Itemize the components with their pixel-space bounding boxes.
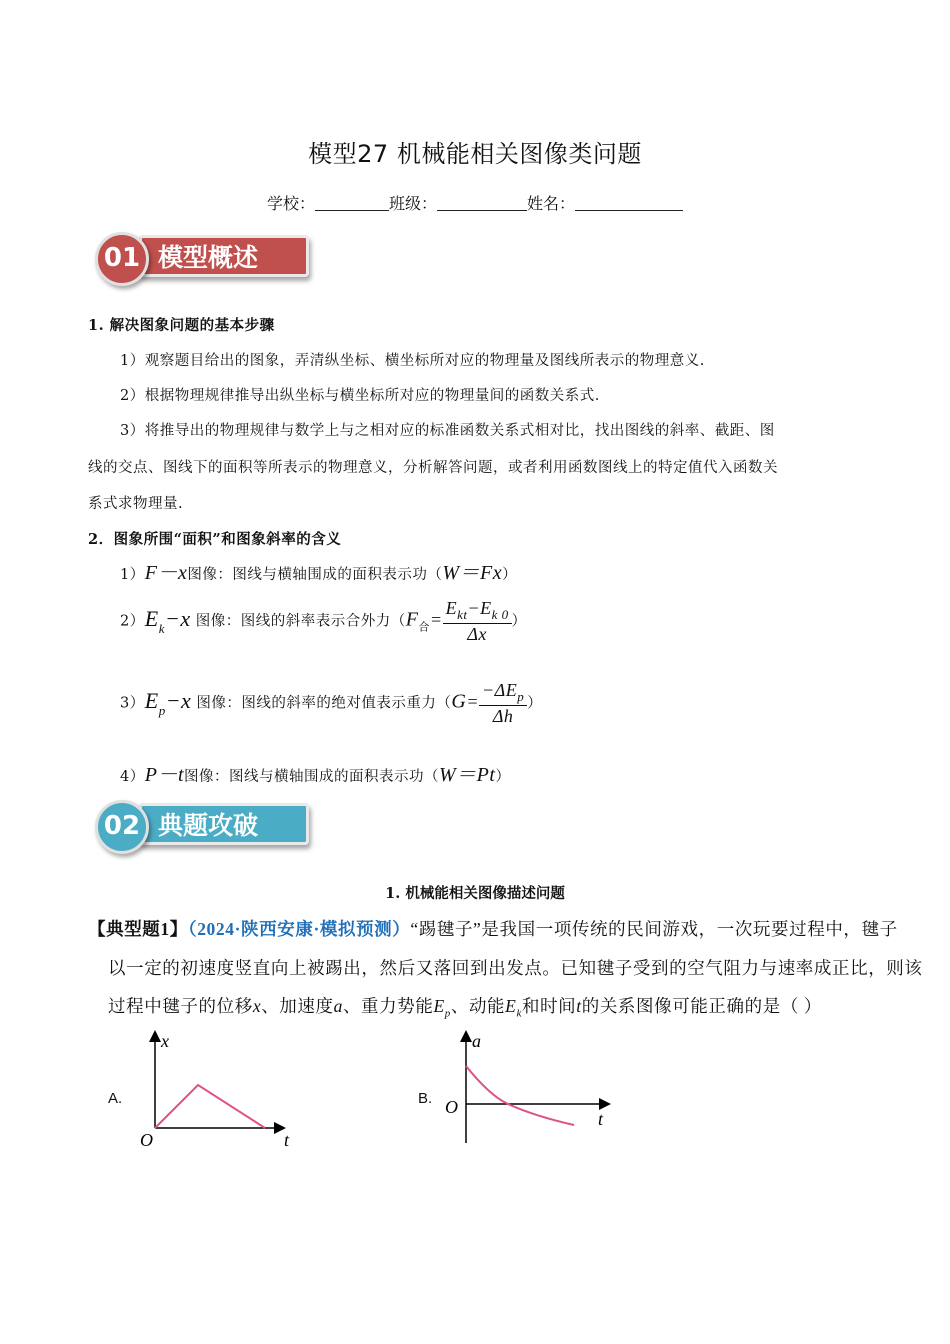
item-3-fraction — [479, 680, 527, 727]
option-b-label[interactable]: B. — [418, 1090, 433, 1107]
item-2-denominator: Δx — [467, 624, 487, 644]
option-b-y-label: a — [472, 1031, 481, 1051]
var-x: x — [252, 996, 262, 1016]
item-2-close: ） — [511, 613, 527, 630]
option-b-x-label: t — [598, 1109, 604, 1129]
school-blank[interactable] — [315, 194, 389, 211]
badge-01-circle — [95, 232, 149, 286]
class-label: 班级： — [388, 194, 437, 213]
question-text-1: “踢毽子”是我国一项传统的民间游戏，一次玩要过程中，毽子 — [410, 919, 898, 939]
student-info-line — [0, 191, 950, 214]
item-3-denominator: Δh — [492, 706, 514, 726]
q-text-a: 过程中毽子的位移 — [108, 996, 253, 1016]
item-2 — [120, 598, 527, 645]
item-2-fraction — [443, 598, 512, 645]
item-3-expr: $E_p-x$ — [144, 687, 192, 718]
question-line-1 — [88, 916, 898, 941]
class-blank[interactable] — [437, 194, 527, 211]
option-b-curve — [466, 1066, 574, 1125]
option-a-y-label: x — [161, 1031, 169, 1051]
item-3-close: ） — [527, 695, 543, 712]
q-text-f: 的关系图像可能正确的是（ ） — [581, 996, 823, 1016]
item-3 — [120, 680, 542, 727]
item-1-desc: 图像：图线与横轴围成的面积表示功（ — [187, 567, 443, 583]
item-3-number: 3） — [120, 695, 145, 712]
question-line-3 — [108, 993, 822, 1020]
item-4-expr: P－t — [144, 764, 185, 786]
option-a-graph[interactable] — [130, 1028, 310, 1153]
item-4-formula: W＝Pt — [439, 764, 496, 786]
item-2-lhs-sub: 合 — [418, 620, 430, 634]
name-label: 姓名： — [527, 194, 576, 213]
item-3-numerator: $-\Delta E_p$ — [479, 680, 527, 706]
option-b-origin: O — [445, 1097, 458, 1117]
option-a-label[interactable]: A. — [108, 1090, 123, 1107]
badge-02-circle — [95, 800, 149, 854]
q-text-b: 、加速度 — [261, 996, 334, 1016]
page-title: 模型27 机械能相关图像类问题 — [308, 140, 642, 168]
item-2-expr: $E_k-x$ — [144, 605, 191, 636]
badge-02-bar — [139, 803, 309, 845]
section1-heading: 1. 解决图象问题的基本步骤 — [88, 317, 275, 334]
var-a: a — [333, 996, 343, 1016]
step-3-line-3: 系式求物理量. — [88, 496, 184, 512]
option-a-curve — [155, 1085, 265, 1128]
var-t: t — [576, 996, 582, 1016]
section2-heading: 2．图象所围“面积”和图象斜率的含义 — [88, 531, 342, 548]
item-4-desc: 图像：图线与横轴围成的面积表示功（ — [184, 769, 440, 785]
section-badge-02 — [95, 800, 315, 852]
item-2-number: 2） — [120, 613, 145, 630]
item-2-lhs: F — [405, 608, 419, 631]
subsection-title: 1. 机械能相关图像描述问题 — [385, 885, 565, 902]
item-2-equals: = — [429, 609, 443, 630]
q-text-c: 、重力势能 — [342, 996, 434, 1016]
var-ek: $E_k$ — [505, 996, 522, 1020]
var-ep: $E_p$ — [433, 996, 451, 1020]
item-4 — [120, 758, 510, 787]
item-4-close: ） — [495, 769, 511, 785]
option-a-origin: O — [140, 1130, 153, 1150]
item-3-lhs: G — [451, 690, 467, 713]
item-2-numerator: $E_{kt}-E_{k 0}$ — [443, 598, 512, 624]
item-1-close: ） — [502, 567, 518, 583]
step-3-line-2: 线的交点、图线下的面积等所表示的物理意义，分析解答问题，或者利用函数图线上的特定值代入函数关 — [88, 460, 778, 476]
item-2-desc: 图像：图线的斜率表示合外力（ — [195, 613, 406, 630]
school-label: 学校： — [266, 194, 315, 213]
q-text-e: 和时间 — [521, 996, 577, 1016]
badge-01-number: 01 — [103, 243, 141, 273]
question-line-2: 以一定的初速度竖直向上被踢出，然后又落回到出发点。已知毽子受到的空气阻力与速率成正比，则该 — [108, 958, 923, 978]
item-1-expr: F－x — [144, 562, 188, 584]
item-1-number: 1） — [120, 567, 145, 583]
step-3-line-1: 3）将推导出的物理规律与数学上与之相对应的标准函数关系式相对比，找出图线的斜率、截距、图 — [120, 423, 775, 439]
question-source: （2024·陕西安康·模拟预测） — [187, 919, 411, 939]
item-1-formula: W＝Fx — [442, 562, 503, 584]
step-1: 1）观察题目给出的图象，弄清纵坐标、横坐标所对应的物理量及图线所表示的物理意义. — [120, 353, 705, 369]
option-a-x-label: t — [284, 1130, 290, 1150]
step-2: 2）根据物理规律推导出纵坐标与横坐标所对应的物理量间的函数关系式. — [120, 388, 600, 404]
badge-01-bar — [139, 235, 309, 277]
item-1 — [120, 556, 517, 585]
item-4-number: 4） — [120, 769, 145, 785]
option-b-graph[interactable] — [440, 1028, 620, 1153]
question-tag: 【典型题1】 — [88, 919, 188, 939]
badge-02-label: 典题攻破 — [158, 811, 259, 840]
q-text-d: 、动能 — [450, 996, 506, 1016]
name-blank[interactable] — [575, 194, 683, 211]
item-3-desc: 图像：图线的斜率的绝对值表示重力（ — [196, 695, 452, 712]
badge-02-number: 02 — [103, 811, 141, 841]
section-badge-01 — [95, 232, 315, 284]
item-3-equals: = — [466, 691, 480, 712]
badge-01-label: 模型概述 — [158, 243, 259, 272]
